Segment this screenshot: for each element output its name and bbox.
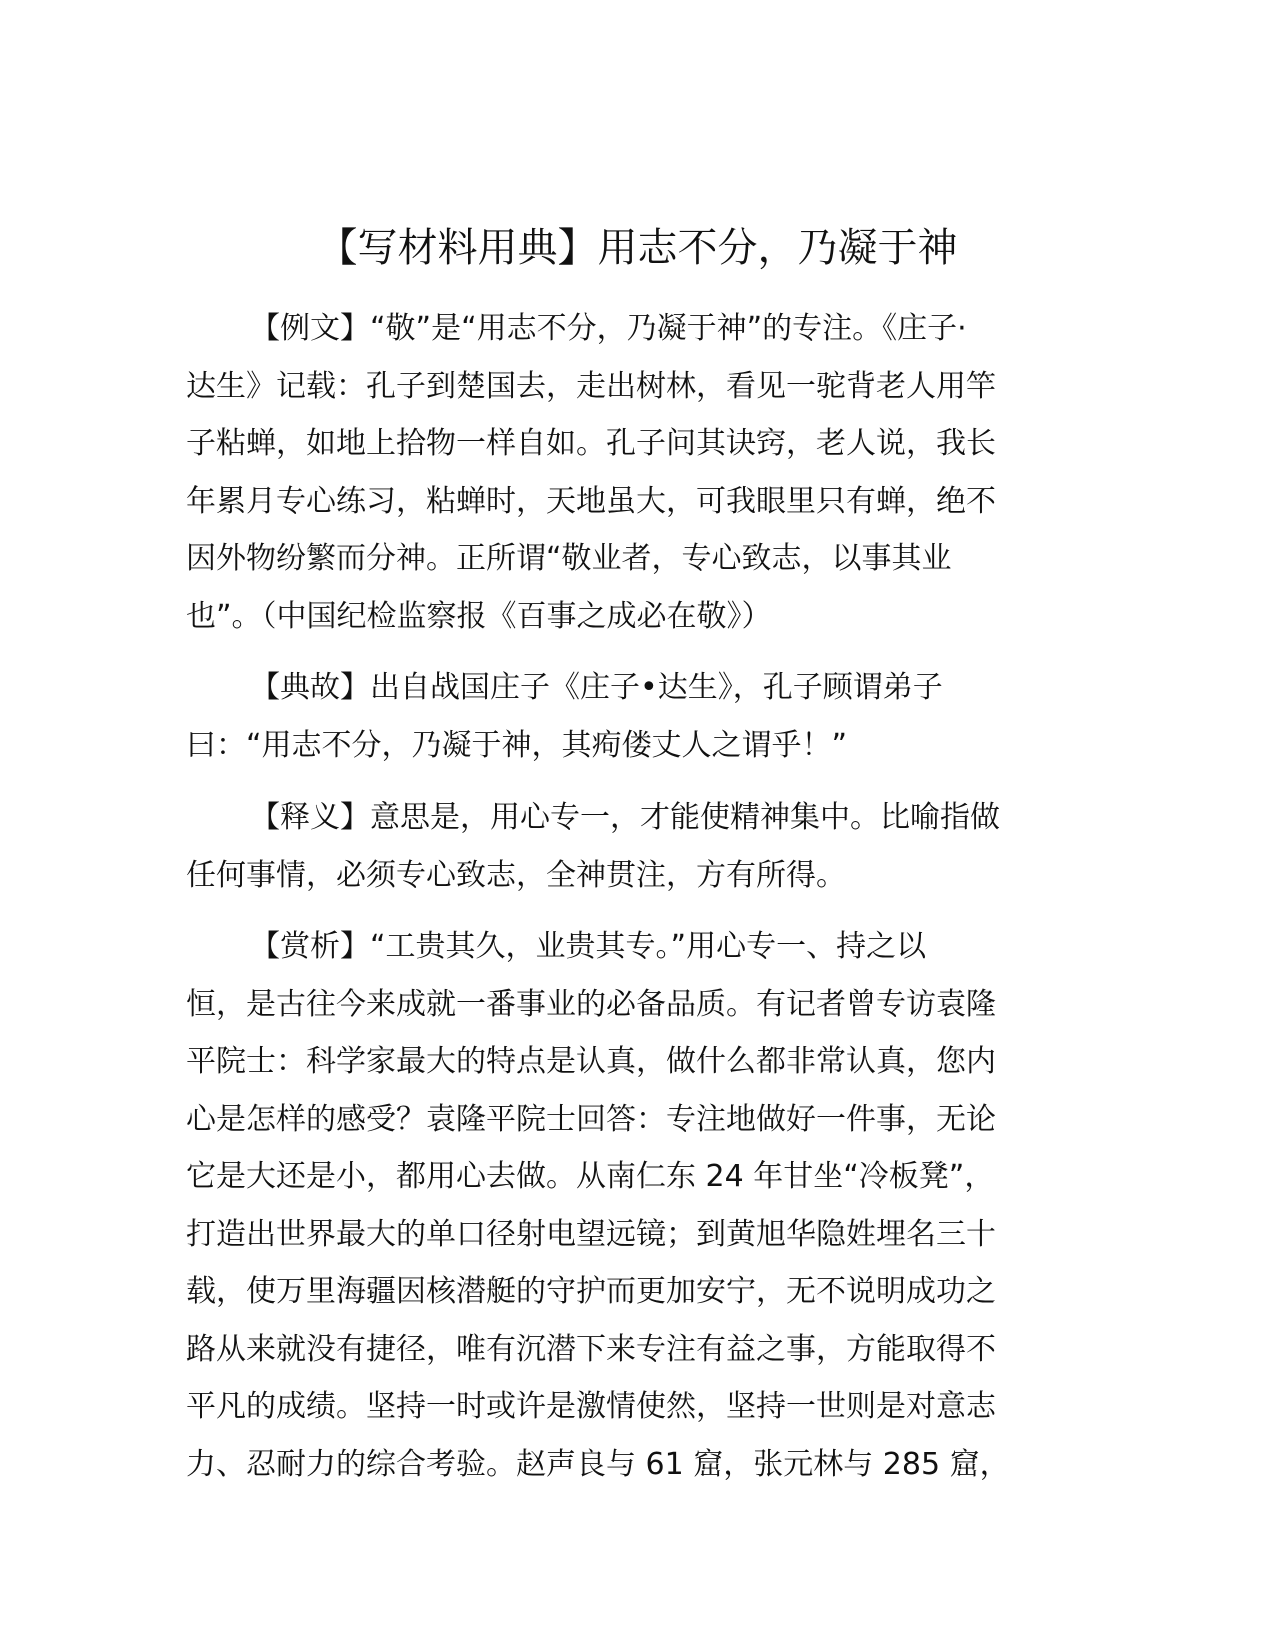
text-line: 平凡的成绩。坚持一时或许是激情使然，坚持一世则是对意志 <box>186 1389 996 1424</box>
text-line: 子粘蝉，如地上拾物一样自如。孔子问其诀窍，老人说，我长 <box>186 426 996 461</box>
text-line: 【例文】“敬”是“用志不分，乃凝于神”的专注。《庄子· <box>250 311 967 346</box>
text-line: 力、忍耐力的综合考验。赵声良与 61 窟，张元林与 285 窟， <box>186 1446 1010 1482</box>
text-line: 恒，是古往今来成就一番事业的必备品质。有记者曾专访袁隆 <box>186 986 996 1022</box>
text-line: 达生》记载：孔子到楚国去，走出树林，看见一驼背老人用竿 <box>186 368 996 404</box>
text-line: 因外物纷繁而分神。正所谓“敬业者，专心致志，以事其业 <box>186 541 952 576</box>
text-line: 曰：“用志不分，乃凝于神，其痀偻丈人之谓乎！” <box>186 727 848 763</box>
text-line: 也”。（中国纪检监察报《百事之成必在敬》） <box>186 598 772 634</box>
text-line: 任何事情，必须专心致志，全神贯注，方有所得。 <box>186 857 846 893</box>
text-line: 年累月专心练习，粘蝉时，天地虽大，可我眼里只有蝉，绝不 <box>186 483 996 519</box>
text-line: 【典故】出自战国庄子《庄子•达生》，孔子顾谓弟子 <box>250 670 943 705</box>
text-line: 打造出世界最大的单口径射电望远镜；到黄旭华隐姓埋名三十 <box>186 1216 996 1252</box>
text-line: 路从来就没有捷径，唯有沉潜下来专注有益之事，方能取得不 <box>186 1331 996 1367</box>
text-line: 平院士：科学家最大的特点是认真，做什么都非常认真，您内 <box>186 1044 996 1079</box>
document-title: 【写材料用典】用志不分，乃凝于神 <box>317 225 958 271</box>
paragraph-example <box>186 300 1086 645</box>
paragraph-appreciation <box>186 918 1086 1493</box>
text-line: 【释义】意思是，用心专一，才能使精神集中。比喻指做 <box>250 800 1000 835</box>
text-line: 载，使万里海疆因核潜艇的守护而更加安宁，无不说明成功之 <box>186 1274 996 1309</box>
text-line: 它是大还是小，都用心去做。从南仁东 24 年甘坐“冷板凳”， <box>186 1159 995 1194</box>
paragraph-allusion <box>186 659 1086 774</box>
text-line: 心是怎样的感受？袁隆平院士回答：专注地做好一件事，无论 <box>186 1101 996 1137</box>
paragraph-meaning <box>186 789 1086 904</box>
text-line: 【赏析】“工贵其久，业贵其专。”用心专一、持之以 <box>250 929 927 964</box>
